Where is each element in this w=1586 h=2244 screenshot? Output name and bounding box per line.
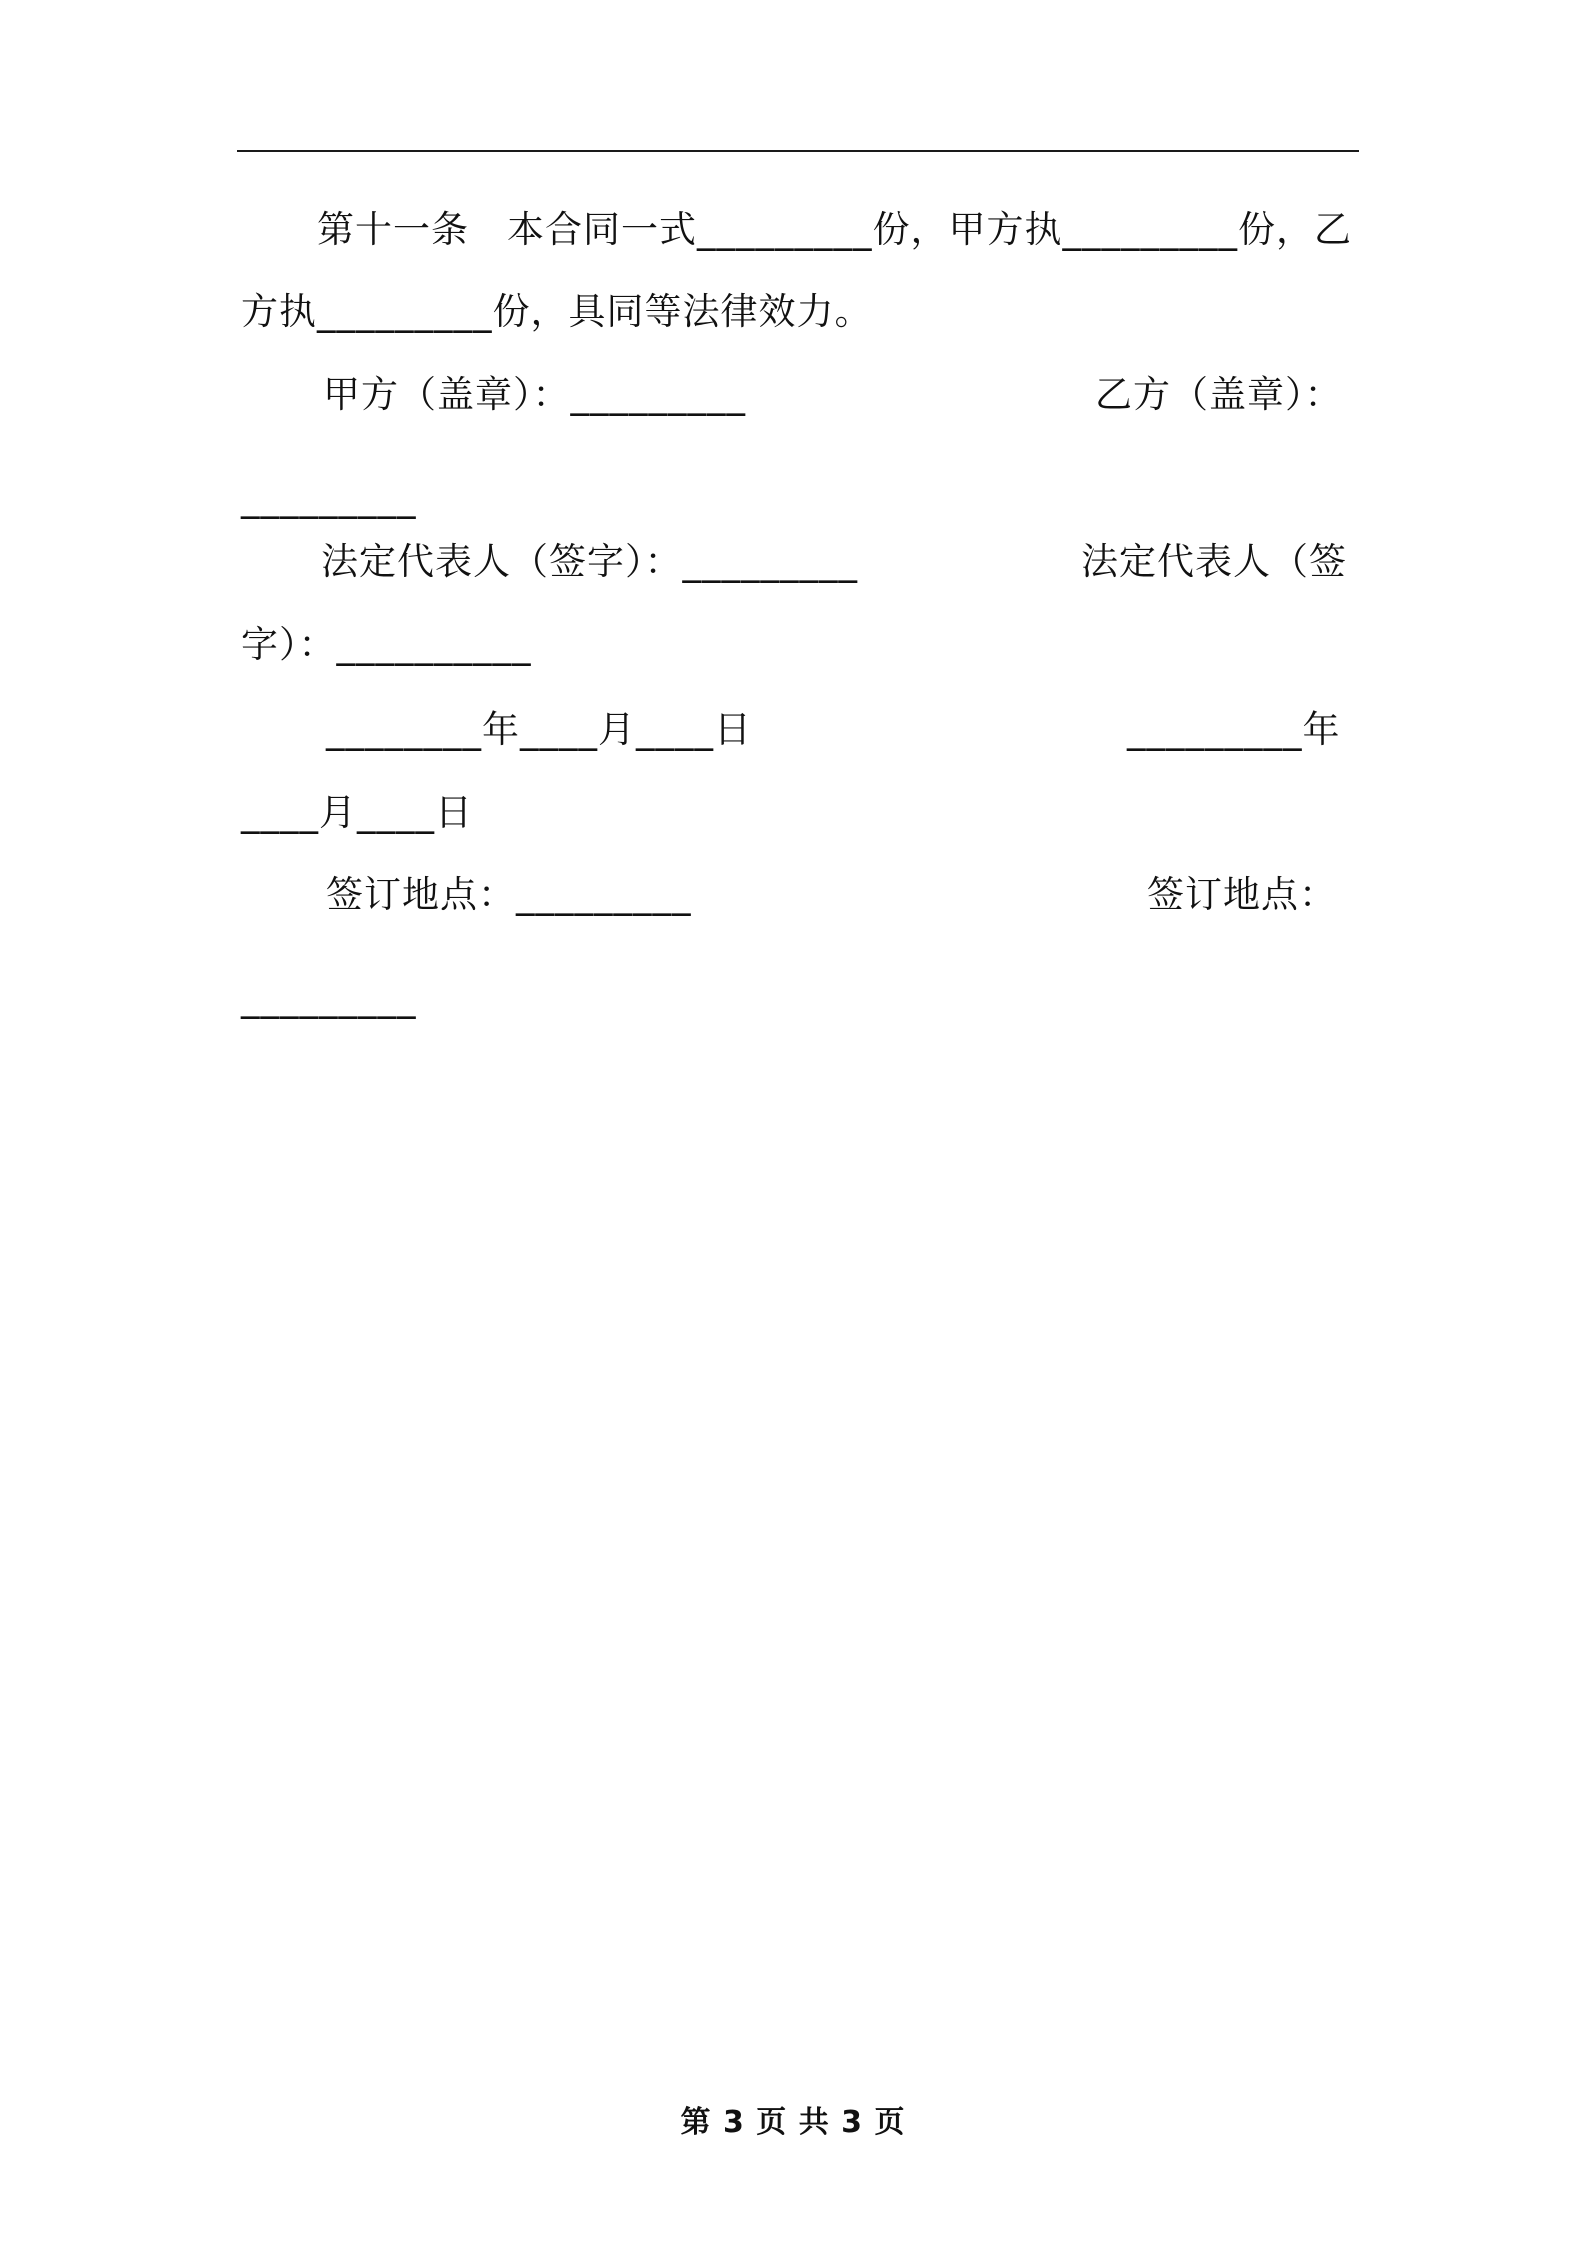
party-a-place-field: 签订地点：_________ (326, 873, 692, 916)
party-b-rep-label: 法定代表人（签 (1081, 540, 1347, 583)
party-a-rep-field: 法定代表人（签字）：_________ (321, 540, 858, 583)
clause-11-line-2: 方执_________份，具同等法律效力。 (241, 290, 873, 333)
party-a-seal-field: 甲方（盖章）：_________ (323, 373, 746, 416)
party-b-date-year: _________年 (1127, 708, 1341, 751)
party-b-place-label: 签订地点： (1147, 873, 1337, 916)
party-b-date-rest: ____月____日 (241, 791, 473, 834)
clause-11-line-1: 第十一条 本合同一式_________份，甲方执_________份，乙 (317, 208, 1352, 251)
party-a-date-field: ________年____月____日 (326, 708, 752, 751)
party-b-seal-blank: _________ (241, 476, 417, 519)
party-b-seal-label: 乙方（盖章）： (1095, 373, 1343, 416)
page-indicator: 第 3 页 共 3 页 (680, 2105, 906, 2140)
header-rule (237, 150, 1359, 152)
party-b-rep-continuation: 字）：__________ (241, 623, 532, 666)
party-b-place-blank: _________ (241, 976, 417, 1019)
